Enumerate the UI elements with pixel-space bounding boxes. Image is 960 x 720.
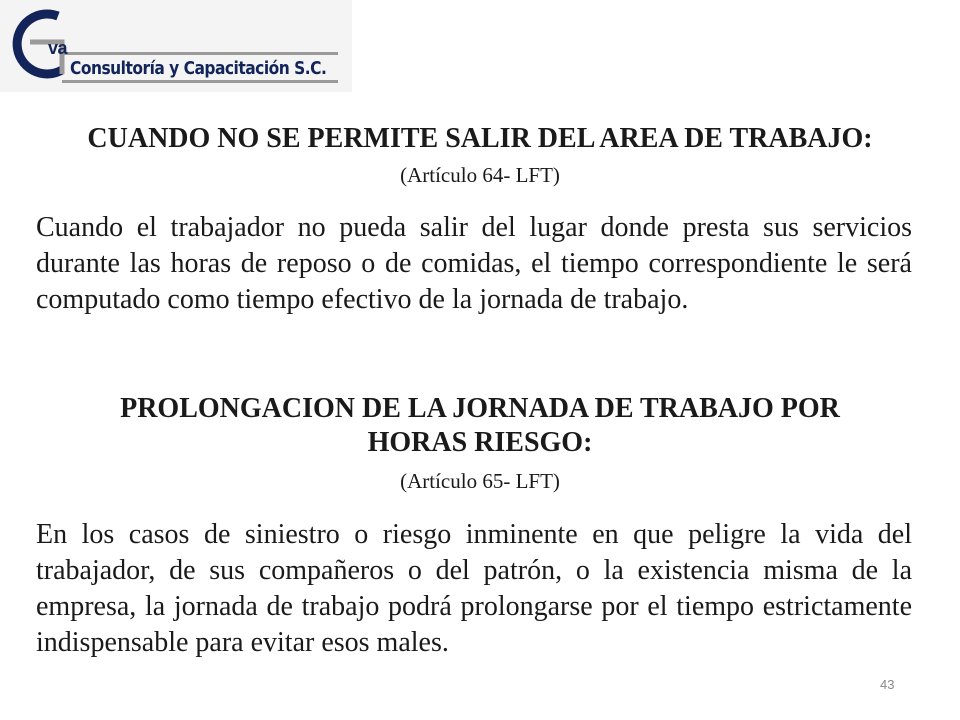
page-number: 43 xyxy=(880,677,895,692)
section2-article: (Artículo 65- LFT) xyxy=(400,469,560,493)
section2-title-line1: PROLONGACION DE LA JORNADA DE TRABAJO POR xyxy=(120,393,840,424)
company-logo xyxy=(0,0,352,92)
section2-body: En los casos de siniestro o riesgo inminente en que peligre la vida del trabajador, de sus compañeros o del patrón, o la existencia misma de la empresa, la jornada de trabajo podrá prolongarse por el tiempo estrictamente indispensable para evitar esos males. xyxy=(36,519,912,658)
section2-title-line2: HORAS RIESGO: xyxy=(367,427,593,458)
logo-mark-text: va xyxy=(48,38,68,58)
section1-body: Cuando el trabajador no pueda salir del lugar donde presta sus servicios durante las horas de reposo o de comidas, el tiempo correspondiente le será computado como tiempo efectivo de la jornada de trabajo. xyxy=(36,212,912,315)
section1-title: CUANDO NO SE PERMITE SALIR DEL AREA DE TRABAJO: xyxy=(87,123,873,154)
section1-article: (Artículo 64- LFT) xyxy=(400,163,560,187)
logo-company-name: Consultoría y Capacitación S.C. xyxy=(70,58,327,79)
